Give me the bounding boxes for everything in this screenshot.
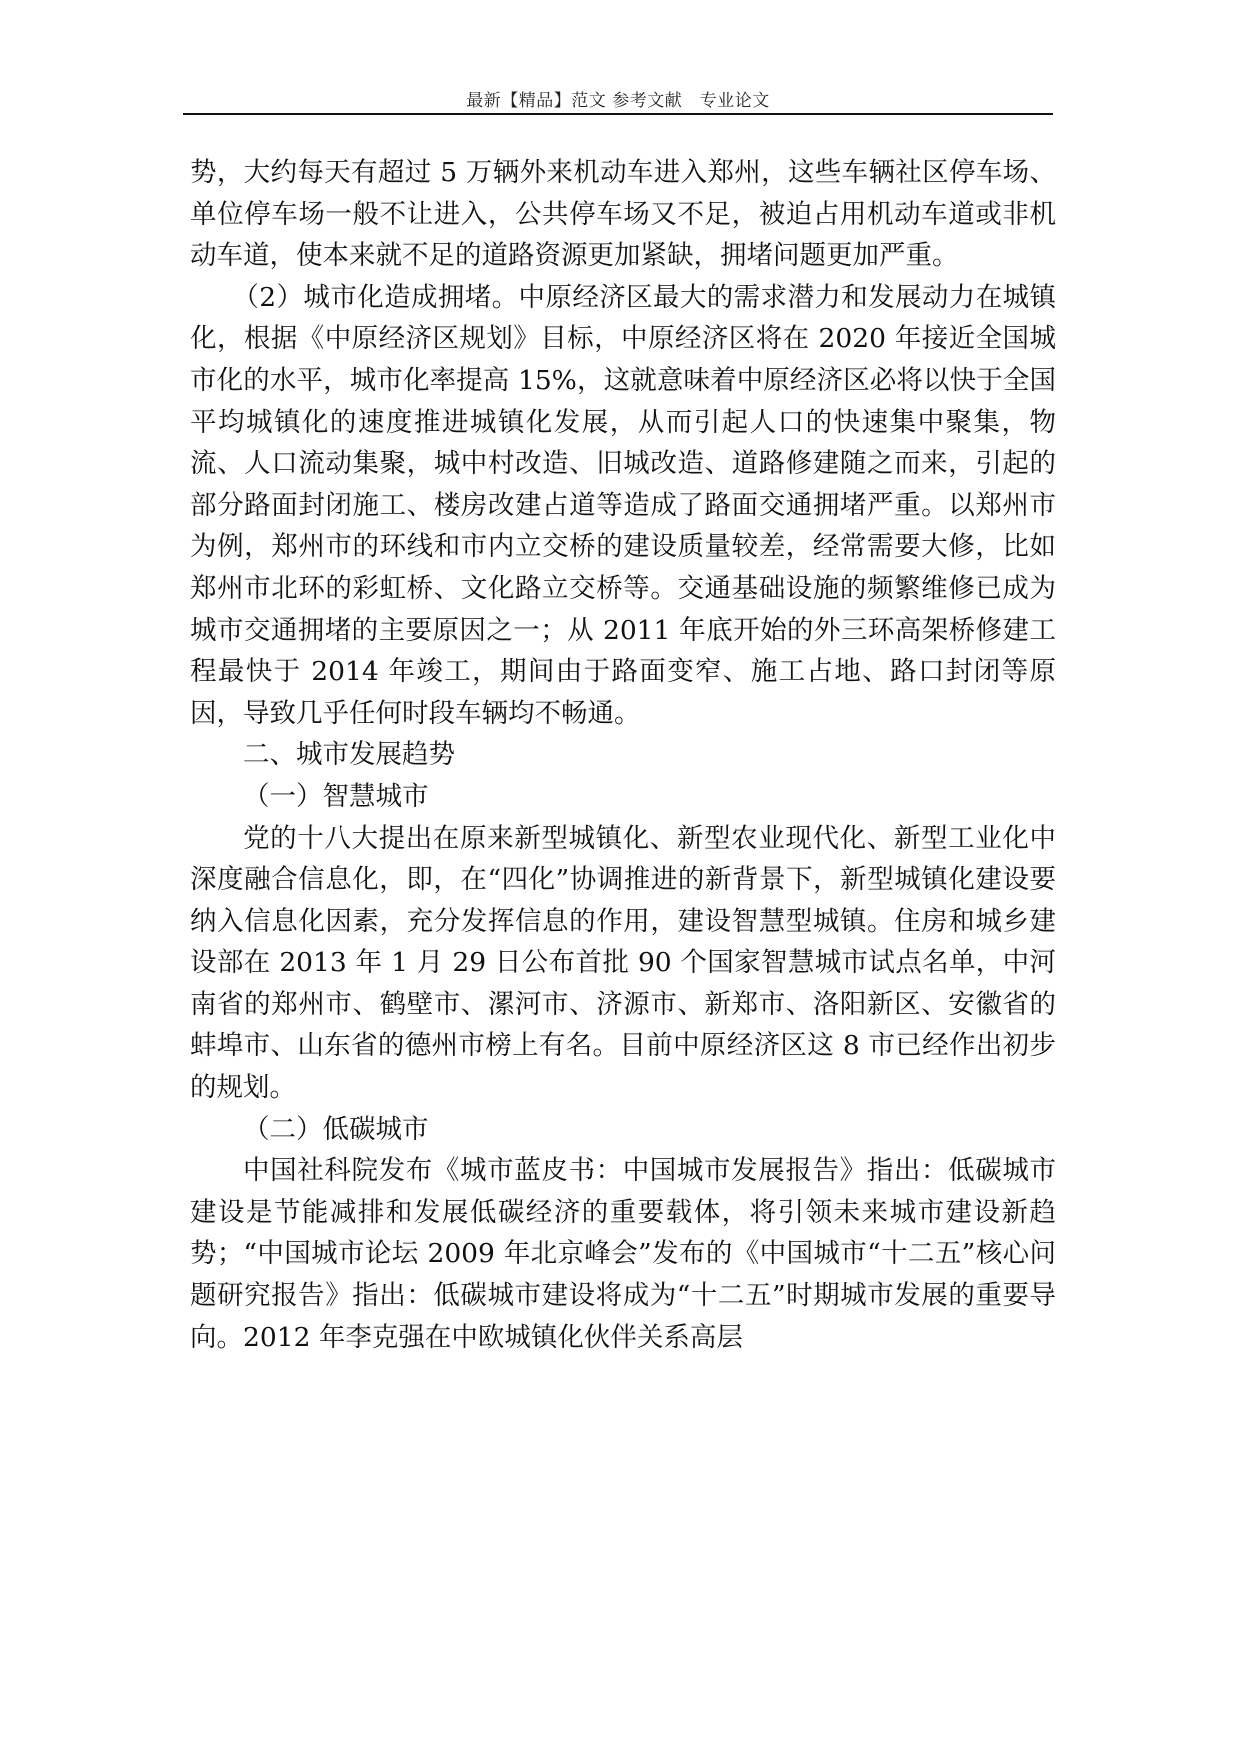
page-header: 最新【精品】范文 参考文献 专业论文 <box>466 91 770 111</box>
paragraph-urbanization-congestion: （2）城市化造成拥堵。中原经济区最大的需求潜力和发展动力在城镇化，根据《中原经济区规划》目标，中原经济区将在 2020 年接近全国城市化的水平，城市化率提高 15%，这就意味着中原经济区必将以快于全国平均城镇化的速度推进城镇化发展，从而引起人口的快速集中聚集，物流、人口流动集聚，城中村改造、旧城改造、道路修建随之而来，引起的部分路面封闭施工、楼房改建占道等造成了路面交通拥堵严重。以郑州市为例，郑州市的环线和市内立交桥的建设质量较差，经常需要大修，比如郑州市北环的彩虹桥、文化路立交桥等。交通基础设施的频繁维修已成为城市交通拥堵的主要原因之一；从 2011 年底开始的外三环高架桥修建工程最快于 2014 年竣工，期间由于路面变窄、施工占地、路口封闭等原因，导致几乎任何时段车辆均不畅通。 <box>190 281 1056 729</box>
paragraph-smart-city: 党的十八大提出在原来新型城镇化、新型农业现代化、新型工业化中深度融合信息化，即，在“四化”协调推进的新背景下，新型城镇化建设要纳入信息化因素，充分发挥信息的作用，建设智慧型城镇。住房和城乡建设部在 2013 年 1 月 29 日公布首批 90 个国家智慧城市试点名单，中河南省的郑州市、鹤壁市、漯河市、济源市、新郑市、洛阳新区、安徽省的蚌埠市、山东省的德州市榜上有名。目前中原经济区这 8 市已经作出初步的规划。 <box>190 822 1056 1104</box>
paragraph-continuation: 势，大约每天有超过 5 万辆外来机动车进入郑州，这些车辆社区停车场、单位停车场一般不让进入，公共停车场又不足，被迫占用机动车道或非机动车道，使本来就不足的道路资源更加紧缺，拥堵问题更加严重。 <box>190 157 1056 272</box>
paragraph-low-carbon-city: 中国社科院发布《城市蓝皮书：中国城市发展报告》指出：低碳城市建设是节能减排和发展低碳经济的重要载体，将引领未来城市建设新趋势；“中国城市论坛 2009 年北京峰会”发布的《中国城市“十二五”核心问题研究报告》指出：低碳城市建设将成为“十二五”时期城市发展的重要导向。2012 年李克强在中欧城镇化伙伴关系高层 <box>190 1155 1056 1353</box>
header-divider <box>183 113 1053 115</box>
subsection-heading-smart-city: （一）智慧城市 <box>243 780 429 812</box>
subsection-heading-low-carbon-city: （二）低碳城市 <box>243 1113 429 1145</box>
document-body <box>190 152 1056 1358</box>
section-heading: 二、城市发展趋势 <box>243 739 455 771</box>
